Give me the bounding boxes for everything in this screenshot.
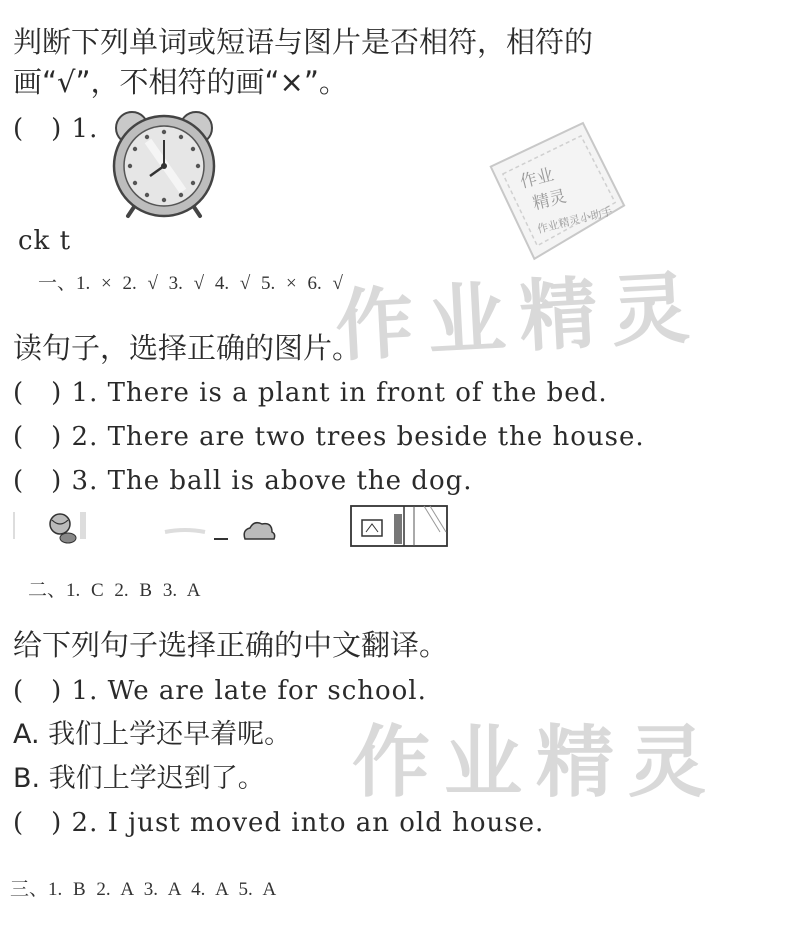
stamp-line2: 精灵 xyxy=(530,186,569,215)
watermark-text-bottom: 作业精灵 xyxy=(352,718,721,808)
section2-pictures-icon xyxy=(10,502,460,539)
section2-question1: ( ) 1. There is a plant in front of the bed. xyxy=(13,378,608,408)
stamp-line1: 作业 xyxy=(518,164,556,193)
stamp-line3: 作业精灵小助手 xyxy=(535,204,614,237)
section3-option-a: A. 我们上学还早着呢。 xyxy=(13,719,292,750)
watermark-text-top: 作业精灵 xyxy=(333,263,706,373)
section3-answer: 三、1. B 2. A 3. A 4. A 5. A xyxy=(10,879,277,900)
section3-question1: ( ) 1. We are late for school. xyxy=(13,676,427,706)
section3-instruction: 给下列句子选择正确的中文翻译。 xyxy=(13,628,449,662)
section1-cutoff-word: ck t xyxy=(18,226,72,256)
section2-answer: 二、1. C 2. B 3. A xyxy=(28,580,201,601)
section1-question1: ( ) 1. xyxy=(13,114,99,144)
section1-instruction-line2: 画“√”，不相符的画“×”。 xyxy=(13,65,348,99)
section2-question2: ( ) 2. There are two trees beside the house. xyxy=(13,422,645,452)
section3-option-b: B. 我们上学迟到了。 xyxy=(13,763,265,794)
section1-instruction-line1: 判断下列单词或短语与图片是否相符，相符的 xyxy=(13,25,594,59)
section2-pictures-strip xyxy=(10,502,460,539)
section1-answer: 一、1. × 2. √ 3. √ 4. √ 5. × 6. √ xyxy=(38,273,343,294)
alarm-clock-icon xyxy=(108,106,220,220)
alarm-clock-picture xyxy=(108,106,220,220)
section3-question2: ( ) 2. I just moved into an old house. xyxy=(13,808,545,838)
section2-question3: ( ) 3. The ball is above the dog. xyxy=(13,466,473,496)
section2-instruction: 读句子，选择正确的图片。 xyxy=(13,331,362,365)
